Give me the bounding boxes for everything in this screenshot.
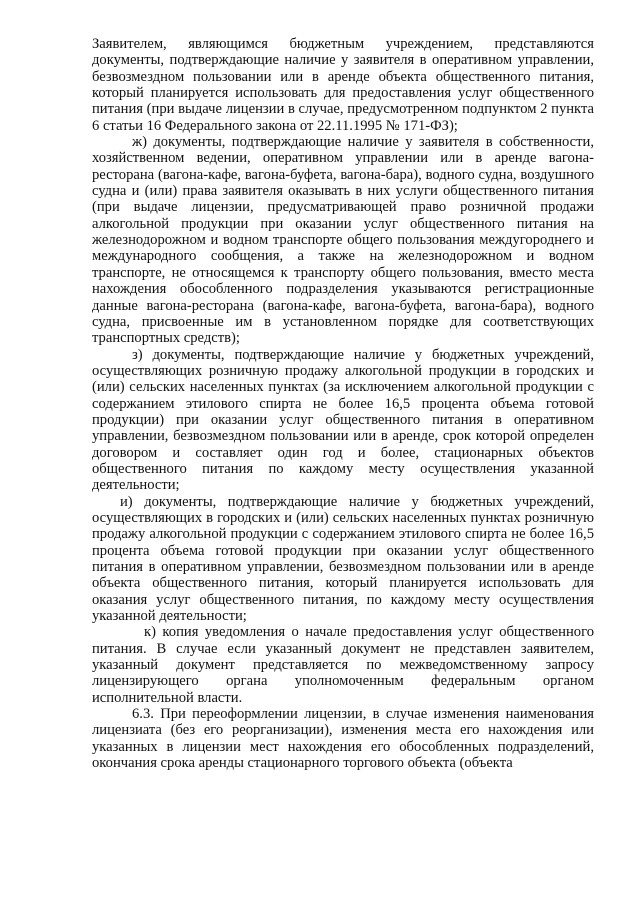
paragraph-item-zh: ж) документы, подтверждающие наличие у заявителя в собственности, хозяйственном ведении, оперативном управлении или в аренде вагона-ресторана (вагона-кафе, вагона-буфета, вагона-бара), водного судна, воздушного судна и (или) права заявителя оказывать в них услуги общественного питания (при выдаче лицензии, предусматривающей право розничной продажи алкогольной продукции при оказании услуг общественного питания на железнодорожном и водном транспорте общего пользования междугороднего и международного сообщения, а также на железнодорожном и водном транспорте, не относящемся к транспорту общего пользования, вместо места нахождения обособленного подразделения указываются регистрационные данные вагона-ресторана (вагона-кафе, вагона-буфета, вагона-бара), водного судна, присвоенные им в установленном порядке для соответствующих транспортных средств); bbox=[92, 134, 594, 347]
document-page bbox=[92, 36, 594, 771]
paragraph-item-z: з) документы, подтверждающие наличие у бюджетных учреждений, осуществляющих розничную продажу алкогольной продукции в городских и (или) сельских населенных пунктах (за исключением алкогольной продукции с содержанием этилового спирта не более 16,5 процента объема готовой продукции) при оказании услуг общественного питания в оперативном управлении, безвозмездном пользовании или в аренде, срок которой определен договором и составляет один год и более, стационарных объектов общественного питания по каждому месту осуществления указанной деятельности; bbox=[92, 346, 594, 494]
paragraph-item-k: к) копия уведомления о начале предоставления услуг общественного питания. В случае если указанный документ не представлен заявителем, указанный документ представляется по межведомственному запросу лицензирующего органа уполномоченным федеральным органом исполнительной власти. bbox=[92, 624, 594, 706]
paragraph-intro-continuation: Заявителем, являющимся бюджетным учреждением, представляются документы, подтверждающие наличие у заявителя в оперативном управлении, безвозмездном пользовании или в аренде объекта общественного питания, который планируется использовать для предоставления услуг общественного питания (при выдаче лицензии в случае, предусмотренном подпунктом 2 пункта 6 статьи 16 Федерального закона от 22.11.1995 № 171-ФЗ); bbox=[92, 36, 594, 134]
paragraph-section-6-3: 6.3. При переоформлении лицензии, в случае изменения наименования лицензиата (без его реорганизации), изменения места его нахождения или указанных в лицензии мест нахождения его обособленных подразделений, окончания срока аренды стационарного торгового объекта (объекта bbox=[92, 706, 594, 772]
paragraph-item-i: и) документы, подтверждающие наличие у бюджетных учреждений, осуществляющих в городских и (или) сельских населенных пунктах розничную продажу алкогольной продукции с содержанием этилового спирта не более 16,5 процента объема готовой продукции при оказании услуг общественного питания в оперативном управлении, безвозмездном пользовании или в аренде объекта общественного питания, который планируется использовать для оказания услуг общественного питания, по каждому месту осуществления указанной деятельности; bbox=[92, 493, 594, 625]
